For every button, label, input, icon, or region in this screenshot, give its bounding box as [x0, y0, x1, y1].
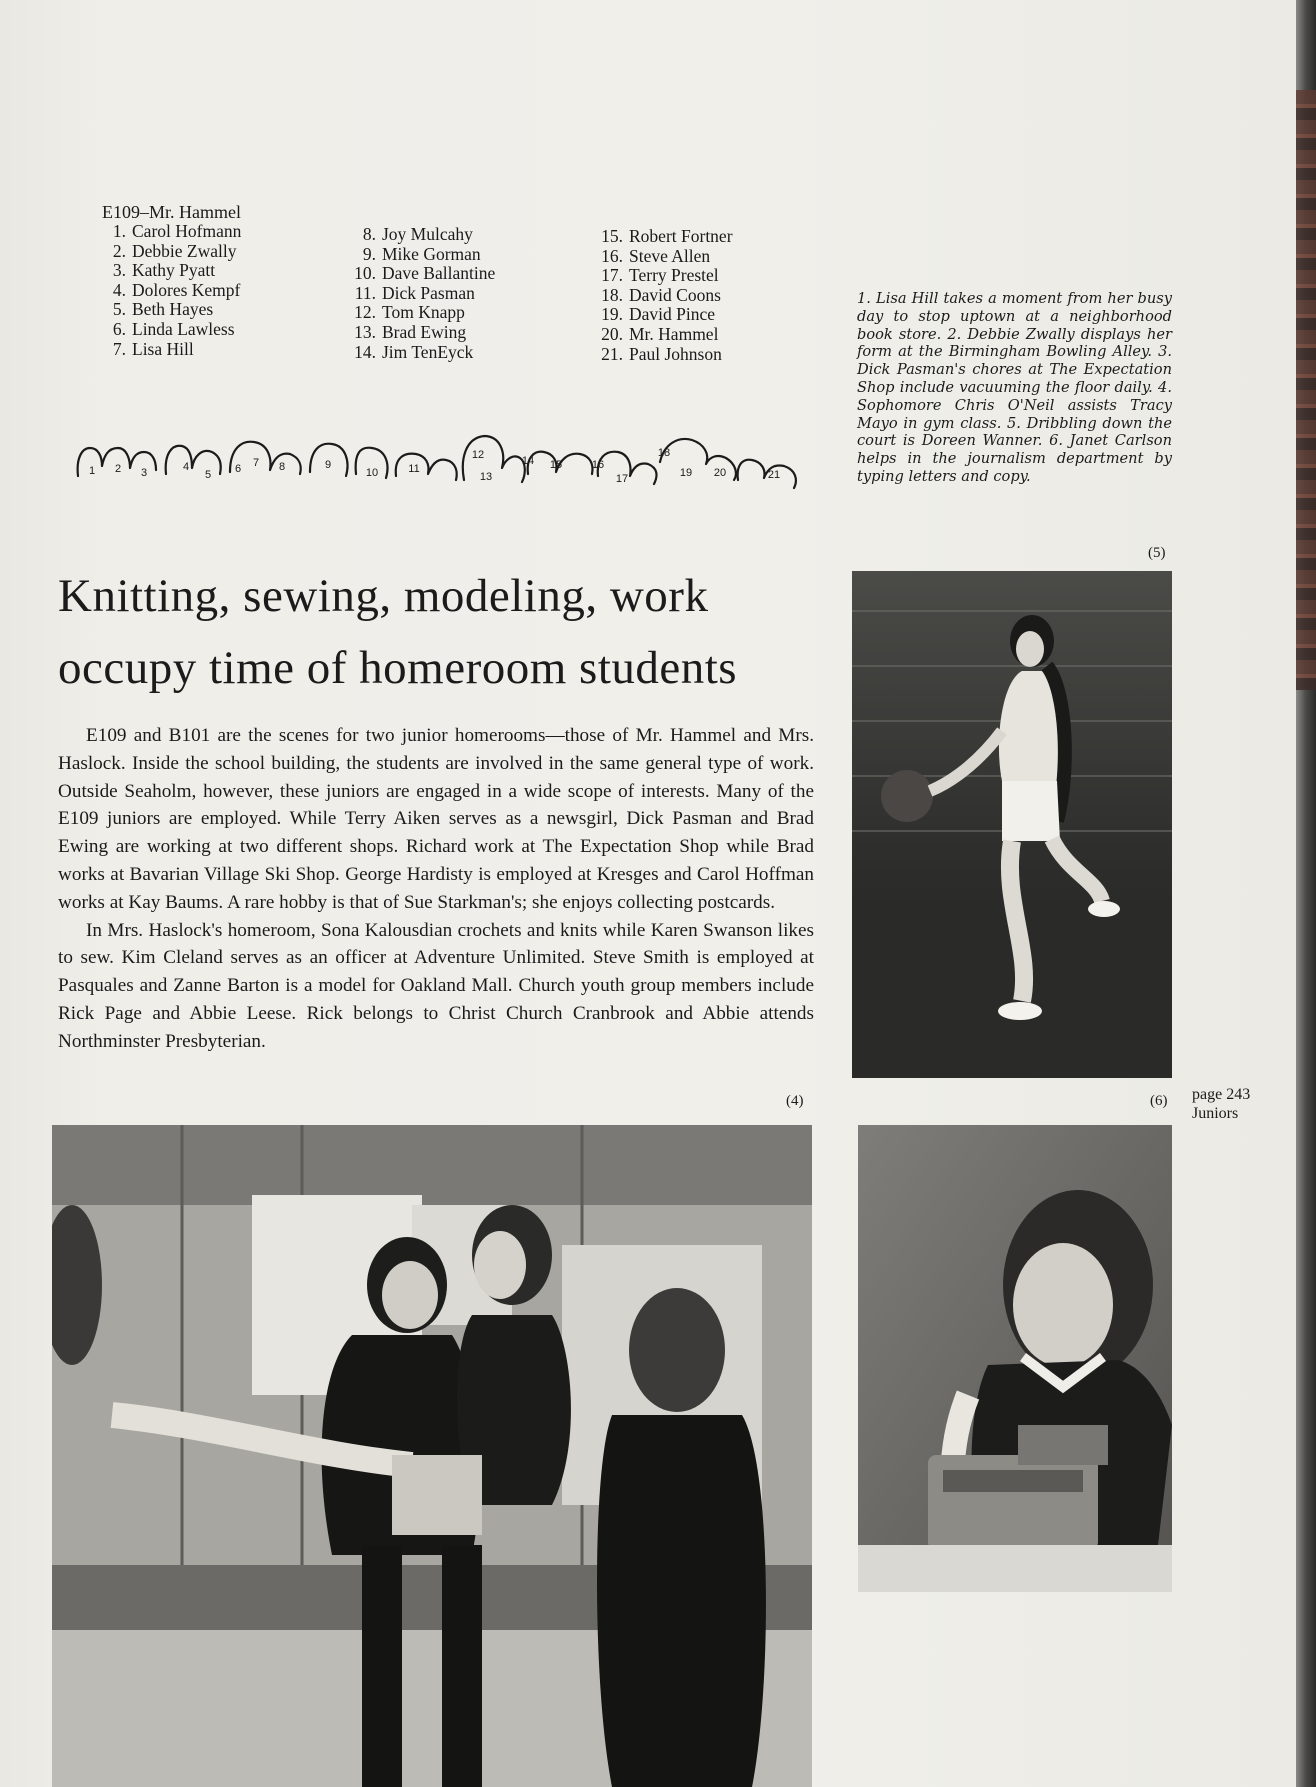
article-paragraph: E109 and B101 are the scenes for two junior homerooms—those of Mr. Hammel and Mrs. Haslock. Inside the school building, the students are involved in the same general type of work. Outside Seaholm, however, these juniors are engaged in a wide scope of interests. Many of the E109 juniors are employed. While Terry Aiken serves as a newsgirl, Dick Pasman and Brad Ewing are working at two different shops. Richard work at The Expectation Shop while Brad works at Bavarian Village Ski Shop. George Hardisty is employed at Kresges and Carol Hoffman works at Kay Baums. A rare hobby is that of Sue Starkman's; she enjoys collecting postcards. — [58, 725, 814, 913]
roster-column-3 — [597, 227, 733, 364]
diagram-number: 16 — [591, 459, 605, 471]
diagram-number: 10 — [365, 467, 379, 479]
diagram-number: 20 — [713, 467, 727, 479]
roster-item: 1. Carol Hofmann — [112, 221, 242, 241]
outline-head — [166, 446, 221, 474]
roster-column-1 — [100, 222, 241, 359]
roster-item: 17. Terry Prestel — [601, 265, 719, 286]
photo-basketball — [852, 571, 1172, 1078]
roster-item: 19. David Pince — [601, 304, 716, 325]
diagram-number: 8 — [278, 461, 286, 473]
headline-line-1: Knitting, sewing, modeling, work — [58, 570, 709, 622]
roster-item: 3. Kathy Pyatt — [112, 260, 216, 281]
diagram-number: 13 — [479, 471, 493, 483]
diagram-number: 4 — [182, 461, 190, 473]
article-paragraph: In Mrs. Haslock's homeroom, Sona Kalousdian crochets and knits while Karen Swanson likes to sew. Kim Cleland serves as an officer at Adventure Unlimited. Steve Smith is employed at Pasquales and Zanne Barton is a model for Oakland Mall. Church youth group members include Rick Page and Abbie Leese. Rick belongs to Christ Church Cranbrook and Abbie attends Northminster Presbyterian. — [58, 919, 814, 1052]
roster-item: 7. Lisa Hill — [112, 338, 194, 359]
photo-label-4: (4) — [786, 1093, 804, 1109]
homeroom-outline-diagram — [74, 418, 814, 498]
photo-typing — [858, 1125, 1172, 1592]
diagram-number: 5 — [204, 469, 212, 481]
roster-item: 21. Paul Johnson — [601, 343, 722, 364]
headline-line-2: occupy time of homeroom students — [58, 642, 738, 694]
outline-head — [396, 454, 457, 480]
photo-label-5: (5) — [1148, 545, 1166, 561]
roster-item: 15. Robert Fortner — [601, 226, 733, 246]
diagram-number: 18 — [657, 447, 671, 459]
roster-item: 13. Brad Ewing — [354, 321, 467, 342]
diagram-number: 2 — [114, 463, 122, 475]
headline — [58, 560, 818, 704]
roster-column-2 — [350, 225, 495, 362]
diagram-number: 15 — [549, 459, 563, 471]
roster-item: 14. Jim TenEyck — [354, 341, 474, 362]
diagram-number: 19 — [679, 467, 693, 479]
article-body — [58, 722, 814, 1056]
adjacent-page-edge — [1296, 90, 1316, 690]
diagram-number: 17 — [615, 473, 629, 485]
roster-item: 20. Mr. Hammel — [601, 323, 719, 344]
page-number: page 243 Juniors — [1192, 1086, 1251, 1122]
diagram-number: 21 — [767, 469, 781, 481]
diagram-number: 14 — [521, 455, 535, 467]
photo-gym-class — [52, 1125, 812, 1787]
diagram-number: 7 — [252, 457, 260, 469]
roster-item: 6. Linda Lawless — [112, 318, 235, 339]
roster-item: 9. Mike Gorman — [362, 243, 481, 264]
roster-item: 11. Dick Pasman — [354, 282, 475, 303]
roster-item: 10. Dave Ballantine — [354, 263, 496, 284]
diagram-number: 11 — [408, 463, 420, 475]
roster-item: 16. Steve Allen — [601, 245, 711, 266]
roster-item: 4. Dolores Kempf — [112, 279, 241, 300]
roster-title: E109–Mr. Hammel — [102, 202, 241, 222]
diagram-number: 12 — [471, 449, 485, 461]
roster-item: 5. Beth Hayes — [112, 299, 214, 320]
diagram-number: 3 — [140, 467, 148, 479]
outline-head — [738, 460, 796, 488]
diagram-number: 9 — [324, 459, 332, 471]
photo-caption: 1. Lisa Hill takes a moment from her busy day to stop uptown at a neighborhood book store. 2. Debbie Zwally displays her form at the Birmingham Bowling Alley. 3. Dick Pasman's chores at The Expectation Shop include vacuuming the floor daily. 4. Sophomore Chris O'Neil assists Tracy Mayo in gym class. 5. Dribbling down the court is Doreen Wanner. 6. Janet Carlson helps in the journalism department by typing letters and copy. — [857, 290, 1172, 485]
roster-item: 8. Joy Mulcahy — [362, 224, 473, 244]
diagram-number: 6 — [234, 463, 242, 475]
roster-item: 12. Tom Knapp — [354, 302, 465, 323]
roster-item: 2. Debbie Zwally — [112, 240, 237, 261]
diagram-number: 1 — [88, 465, 96, 477]
roster-item: 18. David Coons — [601, 284, 721, 305]
photo-label-6: (6) — [1150, 1093, 1168, 1109]
